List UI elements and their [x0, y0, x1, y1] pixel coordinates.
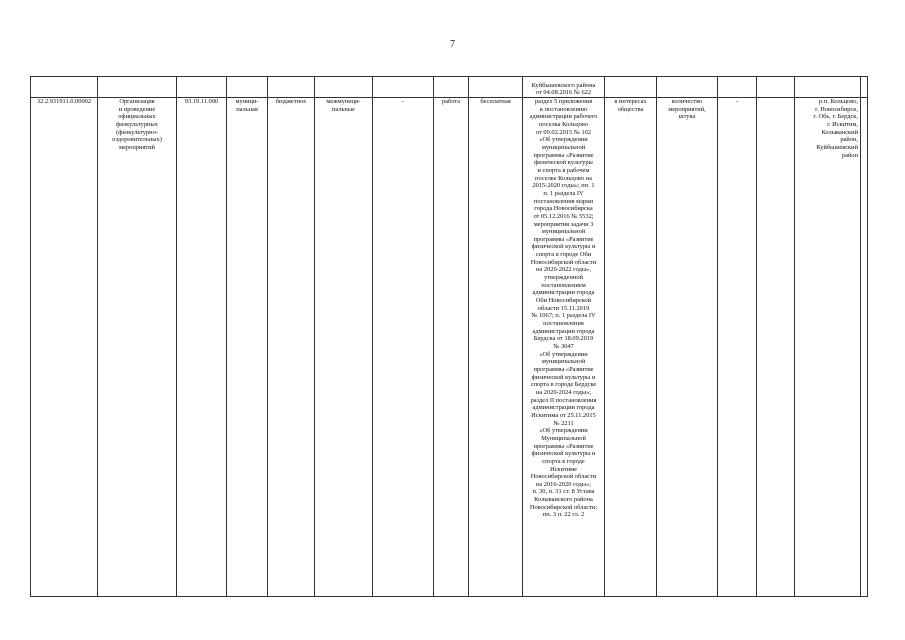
page-number: 7 — [450, 39, 455, 50]
table-cell — [861, 77, 868, 98]
table-cell — [177, 77, 227, 98]
legal-basis-continuation-cell: Куйбышевского района от 04.08.2016 № 622 — [523, 77, 605, 98]
legal-basis-cell: раздел 5 приложения к постановлению администрации рабочего поселка Кольцово от 09.02.2015 № 102 «Об утверждении муниципальной программы «Развитие физической культуры и спорта в рабочем поселке Кольцово на 2015-2020 годы»; пп. 1 п. 1 раздела IV постановления мэрии города Новосибирска от 05.12.2016 № 5532; мероприятия задачи 3 муниципальной программы «Развитие физической культуры и спорта в городе Оби Новосибирской области на 2020-2022 годы», утвержденной постановлением администрации города Оби Новосибирской области 15.11.2019 № 1067; п. 1 раздела IV постановления администрации города Бердска от 18.09.2019 № 3047 «Об утверждении муниципальной программы «Развитие физической культуры и спорта в городе Бердске на 2020-2024 годы»; раздел II постановления администрации города Искитима от 25.11.2015 № 2211 «Об утверждении Муниципальной программы «Развитие физической культуры и спорта в городе Искитиме Новосибирской области на 2016-2020 годы»; п. 30, п. 31 ст. 8 Устава Колыванского района Новосибирской области; пп. 3 п. 22 гл. 2 — [523, 98, 605, 597]
table-cell — [861, 98, 868, 597]
okved-code-cell: 93.19.11.000 — [177, 98, 227, 597]
scope-cell: межмуници- пальные — [315, 98, 373, 597]
consumer-cell: в интересах общества — [605, 98, 657, 597]
table-cell — [268, 77, 315, 98]
table-cell — [757, 77, 795, 98]
work-type-cell: работа — [434, 98, 469, 597]
table-cell — [434, 77, 469, 98]
table-cell — [757, 98, 795, 597]
table-cell — [469, 77, 523, 98]
table-cell — [795, 77, 861, 98]
level-cell: муници- пальная — [227, 98, 268, 597]
indicator-cell: количество мероприятий, штука — [657, 98, 718, 597]
territory-cell: р.п. Кольцово, г. Новосибирск, г. Обь, г. Бердск, г. Искитим, Колыванский район, Куйбышевский район — [795, 98, 861, 597]
payment-type-cell: бесплатная — [469, 98, 523, 597]
service-name-cell: Организация и проведение официальных физкультурных (физкультурно- оздоровительных) мероприятий — [98, 98, 177, 597]
dash-cell: - — [373, 98, 434, 597]
registry-code-cell: 32.2.931911.0.00002 — [31, 98, 98, 597]
dash-cell: - — [718, 98, 757, 597]
table-cell — [227, 77, 268, 98]
table-cell — [31, 77, 98, 98]
institution-type-cell: бюджетное — [268, 98, 315, 597]
table-cell — [657, 77, 718, 98]
table-cell — [373, 77, 434, 98]
table-row-continuation — [31, 77, 868, 98]
table-cell — [605, 77, 657, 98]
table-cell — [98, 77, 177, 98]
registry-table — [30, 76, 868, 597]
table-cell — [315, 77, 373, 98]
table-row — [31, 98, 868, 597]
table-cell — [718, 77, 757, 98]
